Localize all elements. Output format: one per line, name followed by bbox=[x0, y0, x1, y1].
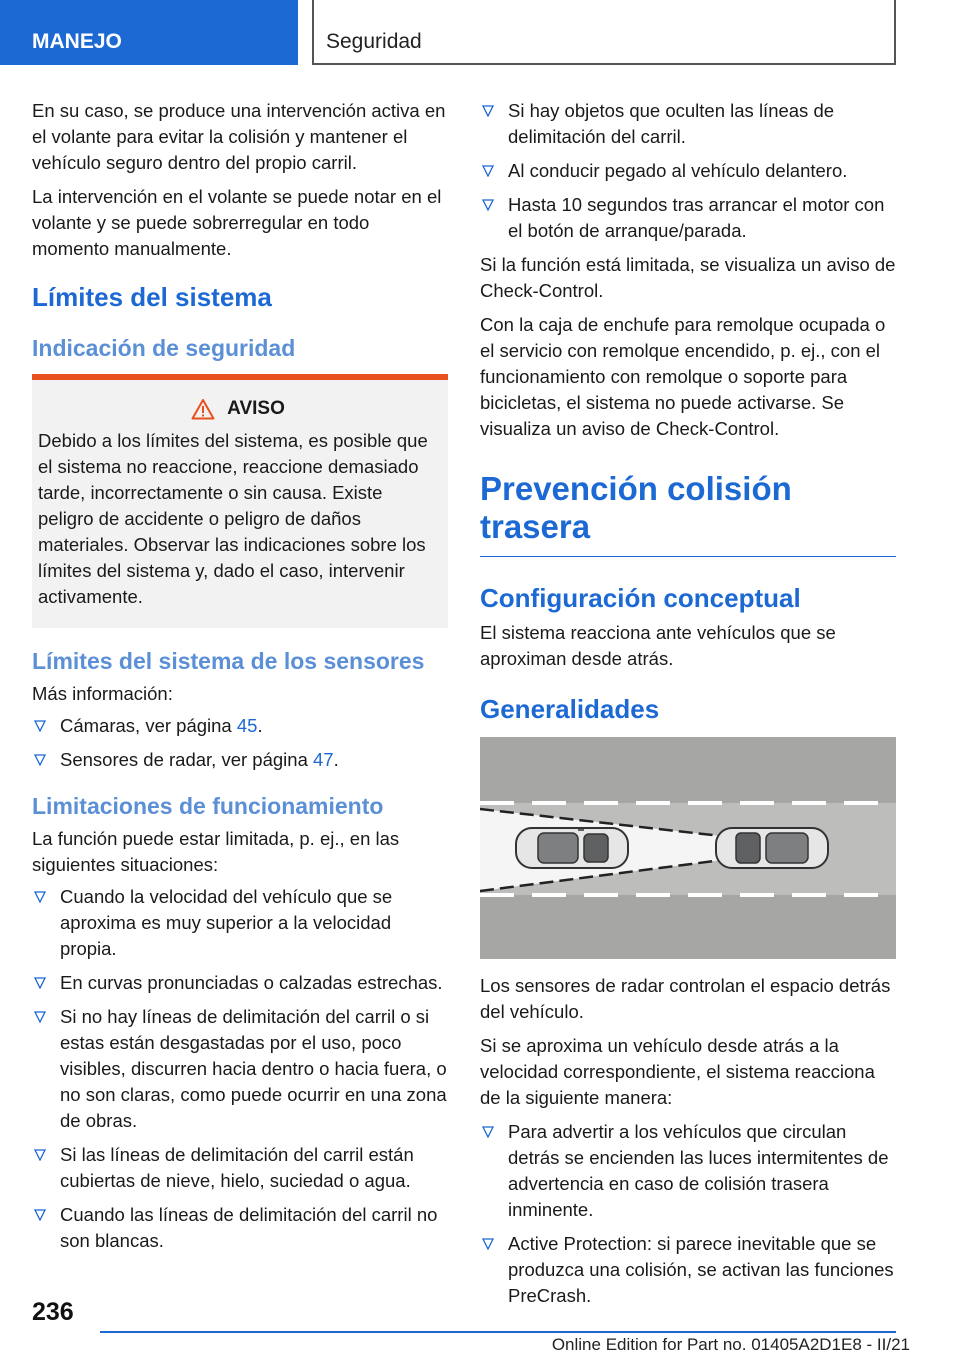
paragraph-approach: Si se aproxima un vehículo desde atrás a la velocidad correspondiente, el sistema reacciona de la siguiente manera: bbox=[480, 1035, 875, 1108]
warning-title: AVISO bbox=[227, 398, 285, 419]
list-item: Si hay objetos que oculten las líneas de delimitación del carril. bbox=[480, 98, 896, 150]
list-item: En curvas pronunciadas o calzadas estrechas. bbox=[32, 970, 448, 996]
page-link-cameras[interactable]: 45 bbox=[236, 715, 258, 736]
edition-note: Online Edition for Part no. 01405A2D1E8 - II/21 bbox=[551, 1335, 910, 1354]
bullet-triangle-icon bbox=[482, 165, 494, 177]
warning-box bbox=[32, 374, 448, 628]
list-item: Cuando la velocidad del vehículo que se aproxima es muy superior a la velocidad propia. bbox=[32, 884, 448, 962]
car-front-icon bbox=[716, 828, 828, 868]
page-header bbox=[0, 0, 960, 68]
section-tab: MANEJO bbox=[0, 0, 298, 65]
car-rear-icon bbox=[516, 828, 628, 868]
sensor-list bbox=[32, 713, 448, 773]
heading-functional-limits: Limitaciones de funcionamiento bbox=[32, 793, 384, 819]
bullet-triangle-icon bbox=[34, 1209, 46, 1221]
intro-paragraph-2: La intervención en el volante se puede notar en el volante y se puede sobrerregular en todo momento manualmente. bbox=[32, 186, 442, 259]
bullet-triangle-icon bbox=[34, 754, 46, 766]
page-number: 236 bbox=[32, 1298, 74, 1326]
heading-safety-note: Indicación de seguridad bbox=[32, 335, 296, 361]
list-item: Cuando las líneas de delimitación del carril no son blancas. bbox=[32, 1202, 448, 1254]
bullet-triangle-icon bbox=[482, 105, 494, 117]
list-item: Sensores de radar, ver página 47. bbox=[32, 747, 448, 773]
road-diagram bbox=[480, 737, 896, 959]
paragraph-concept: El sistema reacciona ante vehículos que se aproximan desde atrás. bbox=[480, 622, 836, 669]
list-item: Si las líneas de delimitación del carril están cubiertas de nieve, hielo, suciedad o agua. bbox=[32, 1142, 448, 1194]
heading-rear-collision: Prevención colisión trasera bbox=[480, 470, 896, 557]
bullet-triangle-icon bbox=[34, 720, 46, 732]
more-info-label: Más información: bbox=[32, 683, 173, 704]
paragraph-trailer: Con la caja de enchufe para remolque ocupada o el servicio con remolque encendido, p. ej., con el funcionamiento con remolque o soporte para bicicletas, el sistema no puede activarse. Se visualiza un aviso de Check-Control. bbox=[480, 314, 886, 439]
paragraph-limited: Si la función está limitada, se visualiza un aviso de Check-Control. bbox=[480, 254, 896, 301]
limits-list-continued bbox=[480, 98, 896, 244]
heading-sensor-limits: Límites del sistema de los sensores bbox=[32, 648, 425, 674]
paragraph-radar: Los sensores de radar controlan el espacio detrás del vehículo. bbox=[480, 975, 891, 1022]
list-item: Cámaras, ver página 45. bbox=[32, 713, 448, 739]
bullet-triangle-icon bbox=[482, 199, 494, 211]
warning-triangle-icon bbox=[191, 398, 215, 420]
list-item: Para advertir a los vehículos que circulan detrás se encienden las luces intermitentes de advertencia en caso de colisión trasera inminente. bbox=[480, 1119, 896, 1223]
list-item: Al conducir pegado al vehículo delantero. bbox=[480, 158, 896, 184]
bullet-triangle-icon bbox=[34, 1011, 46, 1023]
intro-paragraph-1: En su caso, se produce una intervención activa en el volante para evitar la colisión y mantener el vehículo seguro dentro del propio carril. bbox=[32, 100, 446, 173]
list-item: Hasta 10 segundos tras arrancar el motor con el botón de arranque/parada. bbox=[480, 192, 896, 244]
reaction-list bbox=[480, 1119, 896, 1309]
warning-text: Debido a los límites del sistema, es posible que el sistema no reaccione, reaccione demasiado tarde, incorrectamente o sin causa. Existe peligro de accidente o peligro de daños materiales. Observar las indicaciones sobre los límites del sistema y, dado el caso, intervenir activamente. bbox=[38, 430, 428, 607]
bullet-triangle-icon bbox=[482, 1238, 494, 1250]
chapter-title: Seguridad bbox=[312, 0, 896, 65]
heading-concept: Configuración conceptual bbox=[480, 583, 801, 613]
bullet-triangle-icon bbox=[34, 1149, 46, 1161]
functional-list bbox=[32, 884, 448, 1254]
right-column bbox=[480, 98, 896, 1317]
rear-radar-illustration bbox=[480, 737, 896, 959]
bullet-triangle-icon bbox=[482, 1126, 494, 1138]
functional-intro: La función puede estar limitada, p. ej., en las siguientes situaciones: bbox=[32, 828, 400, 875]
warning-header bbox=[38, 398, 438, 420]
list-item: Active Protection: si parece inevitable que se produzca una colisión, se activan las funciones PreCrash. bbox=[480, 1231, 896, 1309]
bullet-triangle-icon bbox=[34, 977, 46, 989]
list-item: Si no hay líneas de delimitación del carril o si estas están desgastadas por el uso, poco visibles, discurren hacia dentro o hacia fuera, o no son claras, como puede ocurrir en una zona de obras. bbox=[32, 1004, 448, 1134]
footer-divider bbox=[100, 1331, 896, 1333]
bullet-triangle-icon bbox=[34, 891, 46, 903]
heading-system-limits: Límites del sistema bbox=[32, 282, 272, 312]
heading-general: Generalidades bbox=[480, 694, 660, 724]
page-link-radar[interactable]: 47 bbox=[313, 749, 334, 770]
left-column bbox=[32, 98, 448, 1262]
